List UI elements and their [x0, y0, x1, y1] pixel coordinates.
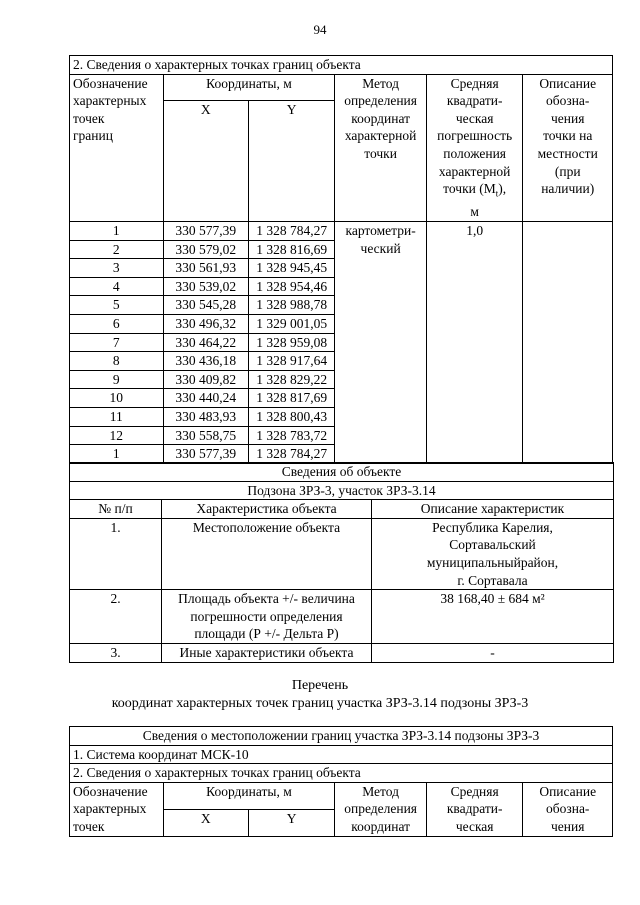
point-number: 3 [70, 259, 164, 278]
point-number: 11 [70, 407, 164, 426]
point-y: 1 328 954,46 [248, 277, 334, 296]
point-number: 4 [70, 277, 164, 296]
boundary-points-table [69, 55, 613, 464]
table-row-number: 1. [70, 518, 162, 589]
table-row-description: 38 168,40 ± 684 м² [372, 590, 614, 644]
point-number: 6 [70, 315, 164, 334]
point-y: 1 328 817,69 [248, 389, 334, 408]
boundary-location-table [69, 726, 613, 837]
table-row-number: 3. [70, 643, 162, 662]
point-y: 1 328 800,43 [248, 407, 334, 426]
header-designation: Обозначение характерных точек границ [70, 74, 164, 221]
section-title: 2. Сведения о характерных точках границ объекта [70, 56, 613, 75]
table-row-description: Республика Карелия, Сортавальский муниципальныйрайон, г. Сортавала [372, 518, 614, 589]
header-designation: Обозначение характерных точек [70, 782, 164, 836]
point-x: 330 483,93 [163, 407, 248, 426]
point-y: 1 328 945,45 [248, 259, 334, 278]
object-info-table [69, 462, 614, 663]
error-value: 1,0 [426, 222, 523, 464]
coordinate-system: 1. Система координат МСК-10 [70, 745, 613, 764]
object-info-subtitle: Подзона ЗРЗ-3, участок ЗРЗ-3.14 [70, 481, 614, 500]
point-x: 330 577,39 [163, 222, 248, 241]
point-y: 1 328 829,22 [248, 370, 334, 389]
point-y: 1 328 784,27 [248, 222, 334, 241]
list-subheading: координат характерных точек границ участка ЗРЗ-3.14 подзоны ЗРЗ-3 [111, 696, 529, 711]
table-row-description: - [372, 643, 614, 662]
header-y: Y [248, 101, 334, 222]
point-x: 330 409,82 [163, 370, 248, 389]
description-value [523, 222, 613, 464]
point-y: 1 328 784,27 [248, 445, 334, 464]
header-coordinates: Координаты, м [163, 74, 335, 100]
header-x: X [163, 809, 248, 836]
header-y: Y [248, 809, 334, 836]
list-heading: Перечень [291, 678, 349, 693]
point-number: 7 [70, 333, 164, 352]
section-title: 2. Сведения о характерных точках границ объекта [70, 764, 613, 783]
point-number: 12 [70, 426, 164, 445]
col-characteristic: Характеристика объекта [162, 500, 372, 519]
table-row [70, 222, 613, 241]
header-description: Описание обозна- чения точки на местности (при наличии) [523, 74, 613, 221]
table-row-number: 2. [70, 590, 162, 644]
header-error: Средняя квадрати- ческая погрешность положения характерной точки $(M_t)$, м [426, 74, 523, 221]
location-title: Сведения о местоположении границ участка ЗРЗ-3.14 подзоны ЗРЗ-3 [70, 727, 613, 746]
point-x: 330 539,02 [163, 277, 248, 296]
table-row-characteristic: Иные характеристики объекта [162, 643, 372, 662]
point-x: 330 577,39 [163, 445, 248, 464]
header-error: Средняя квадрати- ческая [426, 782, 523, 836]
point-y: 1 328 783,72 [248, 426, 334, 445]
col-description: Описание характеристик [372, 500, 614, 519]
header-method: Метод определения координат характерной точки [335, 74, 427, 221]
point-x: 330 561,93 [163, 259, 248, 278]
header-method: Метод определения координат [335, 782, 427, 836]
header-description: Описание обозна- чения [523, 782, 613, 836]
point-number: 9 [70, 370, 164, 389]
page-number: 94 [313, 22, 327, 37]
object-info-title: Сведения об объекте [70, 463, 614, 482]
point-x: 330 558,75 [163, 426, 248, 445]
point-number: 8 [70, 352, 164, 371]
point-number: 5 [70, 296, 164, 315]
point-y: 1 328 988,78 [248, 296, 334, 315]
method-value: картометри- ческий [335, 222, 427, 464]
point-x: 330 496,32 [163, 315, 248, 334]
point-x: 330 464,22 [163, 333, 248, 352]
point-y: 1 328 816,69 [248, 240, 334, 259]
point-number: 1 [70, 222, 164, 241]
point-y: 1 329 001,05 [248, 315, 334, 334]
point-number: 1 [70, 445, 164, 464]
col-number: № п/п [70, 500, 162, 519]
point-x: 330 545,28 [163, 296, 248, 315]
point-number: 10 [70, 389, 164, 408]
point-x: 330 579,02 [163, 240, 248, 259]
point-number: 2 [70, 240, 164, 259]
point-x: 330 436,18 [163, 352, 248, 371]
table-row-characteristic: Площадь объекта +/- величина погрешности определения площади (Р +/- Дельта Р) [162, 590, 372, 644]
point-y: 1 328 959,08 [248, 333, 334, 352]
point-y: 1 328 917,64 [248, 352, 334, 371]
header-x: X [163, 101, 248, 222]
point-x: 330 440,24 [163, 389, 248, 408]
header-coordinates: Координаты, м [163, 782, 335, 809]
table-row-characteristic: Местоположение объекта [162, 518, 372, 589]
